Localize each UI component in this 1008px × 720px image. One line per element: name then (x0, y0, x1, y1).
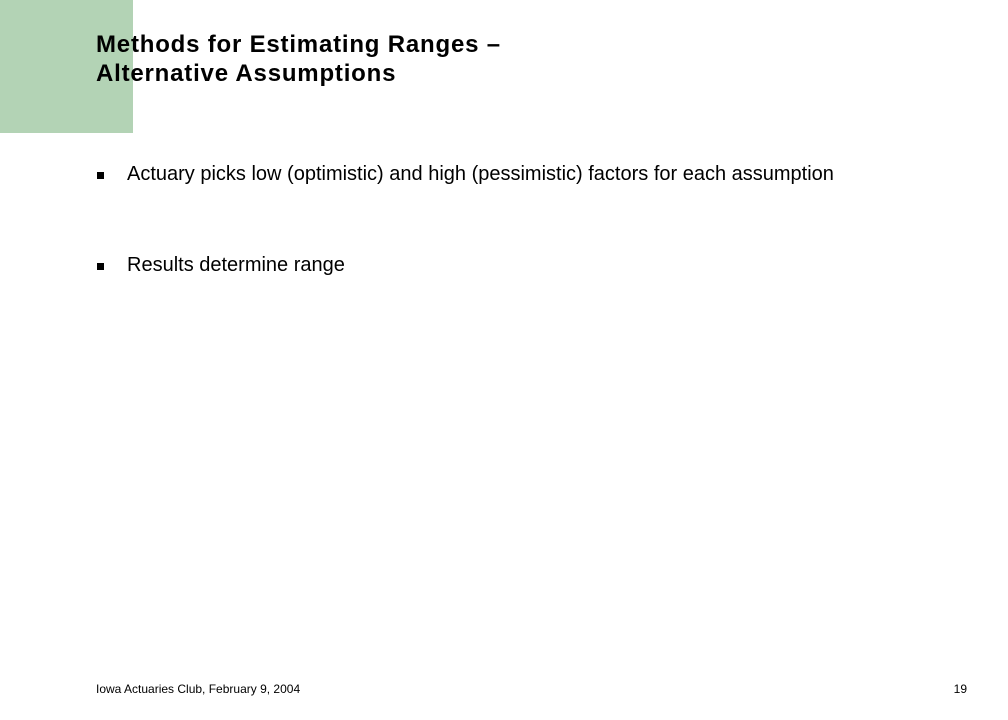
bullet-list (96, 160, 896, 280)
bullet-square-icon (97, 172, 104, 179)
bullet-item (96, 251, 896, 280)
footer-text: Iowa Actuaries Club, February 9, 2004 (96, 682, 301, 696)
slide-title-line-2: Alternative Assumptions (96, 60, 397, 87)
bullet-square-icon (97, 263, 104, 270)
bullet-item (96, 160, 896, 189)
bullet-text: Results determine range (127, 254, 345, 276)
bullet-text: Actuary picks low (optimistic) and high (pessimistic) factors for each assumption (127, 163, 834, 185)
slide-title-line-1: Methods for Estimating Ranges – (96, 31, 501, 58)
page-number: 19 (953, 682, 967, 696)
slide-title (96, 30, 976, 88)
